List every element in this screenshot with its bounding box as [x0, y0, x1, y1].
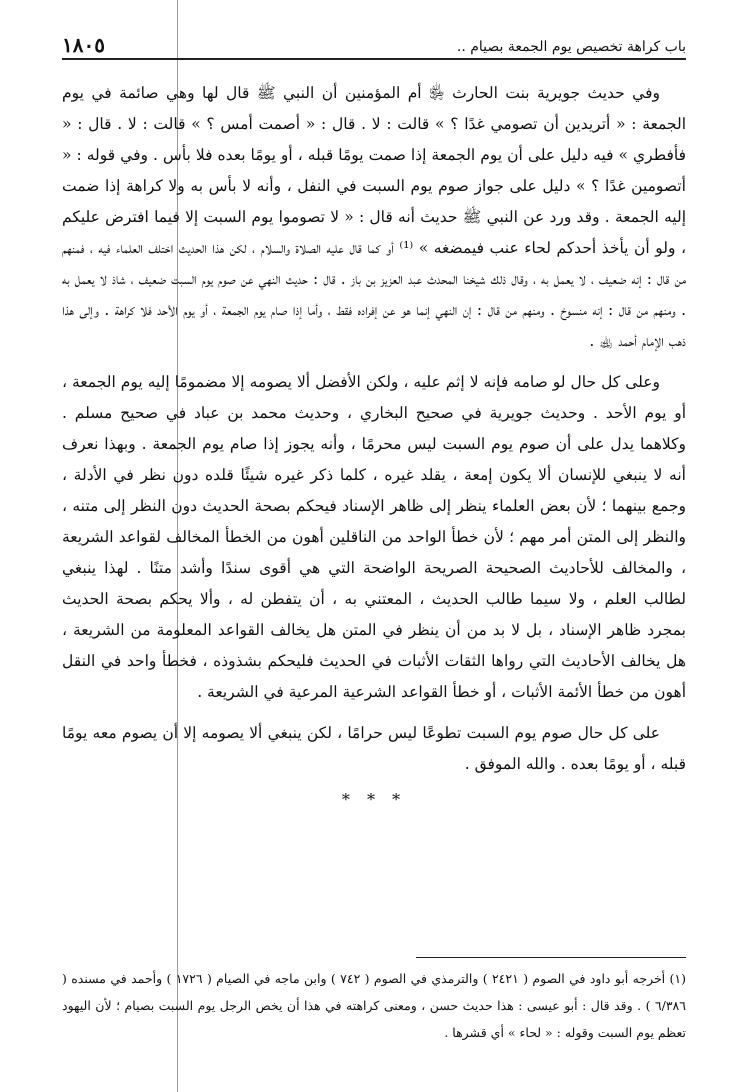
footnote-divider — [416, 957, 686, 958]
footnotes — [62, 965, 686, 1046]
paragraph: على كل حال صوم يوم السبت تطوعًا ليس حرامًا ، لكن ينبغي ألا يصومه إلا أن يصوم معه يومًا قبله ، أو يومًا بعده . والله الموفق . — [62, 724, 686, 773]
paragraph: وعلى كل حال لو صامه فإنه لا إثم عليه ، ولكن الأفضل ألا يصومه إلا مضمومًا إليه يوم الجمعة ، أو يوم الأحد . وحديث جويرية في صحيح البخاري ، وحديث محمد بن عباد في صحيح مسلم . وكلاهما يدل على أن صوم يوم السبت ليس محرمًا ، وأنه يجوز إذا صام يوم الجمعة . وبهذا نعرف أنه لا ينبغي للإنسان ألا يكون إمعة ، يقلد غيره ، كلما ذكر غيره شيئًا قلده دون نظر في الأدلة ، وجمع بينهما ؛ لأن بعض العلماء ينظر إلى ظاهر الإسناد فيحكم بصحة الحديث دون النظر إلى متنه ، والنظر إلى المتن أمر مهم ؛ لأن خطأ الواحد من الناقلين أهون من الخطأ المخالف لقواعد الشريعة ، والمخالف للأحاديث الصحيحة الصريحة الواضحة التي هي أقوى سندًا وأشد متنًا . لهذا ينبغي لطالب العلم ، ولا سيما طالب الحديث ، المعتني به ، أن يتفطن له ، وألا يحكم بصحة الحديث بمجرد ظاهر الإسناد ، بل لا بد من أن ينظر في المتن هل يخالف القواعد المعلومة من الشريعة ، هل يخالف الأحاديث التي رواها الثقات الأثبات في الحديث فليحكم بشذوذه ، فخطأ واحد في النقل أهون من خطأ الأئمة الأثبات ، أو خطأ القواعد الشرعية المرعية في الشريعة . — [62, 373, 686, 701]
main-text — [62, 78, 686, 809]
paragraph: وفي حديث جويرية بنت الحارث ﵂ أم المؤمنين أن النبي ﷺ قال لها وهي صائمة في يوم الجمعة : « أتريدين أن تصومي غدًا ؟ » قالت : لا . قال : « أصمت أمس ؟ » قالت : لا . قال : « فأفطري » فيه دليل على أن يوم الجمعة إذا صمت يومًا قبله ، أو يومًا بعده فلا بأس . وفي قوله : « أتصومين غدًا ؟ » دليل على جواز صوم يوم السبت في النفل ، وأنه لا بأس به ولا كراهة إذا ضمت إليه الجمعة . وقد ورد عن النبي ﷺ حديث أنه قال : « لا تصوموا يوم السبت إلا فيما افترض عليكم ، ولو أن يأخذ أحدكم لحاء عنب فيمضغه » ⁽¹⁾ أو كما قال عليه الصلاة والسلام ، لكن هذا الحديث اختلف العلماء فيه ، فمنهم من قال : إنه ضعيف ، لا يعمل به ، وقال ذلك شيخنا المحدث عبد العزيز بن باز . قال : حديث النهي عن صوم يوم السبت ضعيف ، شاذ لا يعمل به . ومنهم من قال : إنه منسوخ . ومنهم من قال : إن النهي إنما هو عن إفراده فقط ، وأما إذا صام يوم الجمعة ، أو يوم الأحد فلا كراهة . وإلى هذا ذهب الإمام أحمد ﵀ . — [62, 84, 686, 350]
footnote: (١) أخرجه أبو داود في الصوم ( ٢٤٢١ ) والترمذي في الصوم ( ٧٤٢ ) وابن ماجه في الصيام ( ١٧٢٦ ) وأحمد في مسنده ( ٦/٣٨٦ ) . وقد قال : أبو عيسى : هذا حديث حسن ، ومعنى كراهته في هذا أن يخص الرجل يوم السبت بصيام ؛ لأن اليهود تعظم يوم السبت وقوله : « لحاء » أي قشرها . — [62, 971, 687, 1040]
page-number: ١٨٠٥ — [62, 33, 105, 57]
page-header — [62, 34, 686, 60]
section-separator: * * * — [341, 790, 407, 809]
running-title: باب كراهة تخصيص يوم الجمعة بصيام .. — [456, 39, 686, 55]
